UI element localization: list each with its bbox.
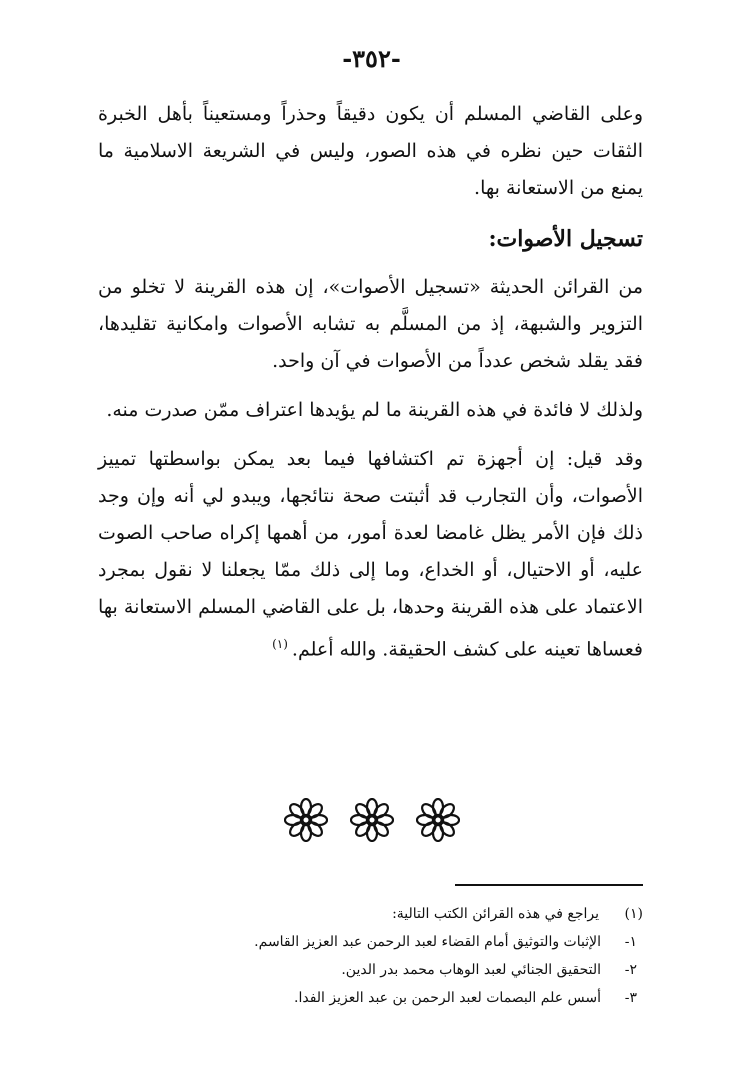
paragraph-devices-text: وقد قيل: إن أجهزة تم اكتشافها فيما بعد يمكن بواسطتها تمييز الأصوات، وأن التجارب قد أثبتت صحة نتائجها، ويبدو لي أنه وإن وجد ذلك فإن الأمر يظل غامضا لعدة أمور، من أهمها إكراه صاحب الصوت عليه، أو الاحتيال، أو الخداع، وما إلى ذلك ممّا يجعلنا لا نقول بمجرد الاعتماد على هذه القرينة وحدها، بل على القاضي المسلم الاستعانة بها فعساها تعينه على كشف الحقيقة. والله أعلم. [98, 448, 643, 661]
footnote-item [98, 928, 643, 956]
flower-ornament-icon [416, 798, 460, 842]
paragraph-gap [98, 429, 643, 441]
footnote-item-number: ٢- [624, 962, 637, 978]
footnote-reference-mark: (١) [272, 637, 288, 651]
paragraph-judge-caution: وعلى القاضي المسلم أن يكون دقيقاً وحذراً ومستعيناً بأهل الخبرة الثقات حين نظره في هذه الصور، وليس في الشريعة الاسلامية ما يمنع من الاستعانة بها. [98, 103, 643, 199]
flower-ornament-icon [284, 798, 328, 842]
paragraph-voice-recording: من القرائن الحديثة «تسجيل الأصوات»، إن هذه القرينة لا تخلو من التزوير والشبهة، إذ من المسلَّم به تشابه الأصوات وامكانية تقليدها، فقد يقلد شخص عدداً من الأصوات في آن واحد. [98, 276, 643, 372]
footnote-number: (١) [624, 906, 643, 922]
paragraph-devices [98, 441, 643, 668]
ornament-divider [0, 798, 743, 842]
footnote-intro-text: يراجع في هذه القرائن الكتب التالية: [392, 906, 599, 922]
body-text [98, 96, 643, 668]
footnote-item-text: أسس علم البصمات لعبد الرحمن بن عبد العزيز الفدا. [294, 990, 601, 1006]
page-number: -٣٥٢- [342, 44, 401, 73]
footnote-item-text: الإثبات والتوثيق أمام القضاء لعبد الرحمن عبد العزيز القاسم. [254, 934, 601, 950]
footnote-item [98, 984, 643, 1012]
flower-ornament-icon [350, 798, 394, 842]
footnote-intro [98, 900, 643, 928]
footnote-item-number: ١- [624, 934, 637, 950]
section-heading-voice-recording: تسجيل الأصوات: [488, 226, 643, 252]
paragraph-gap [98, 380, 643, 392]
paragraph-no-benefit: ولذلك لا فائدة في هذه القرينة ما لم يؤيدها اعتراف ممّن صدرت منه. [106, 399, 643, 421]
footnote-item-text: التحقيق الجنائي لعبد الوهاب محمد بدر الدين. [341, 962, 601, 978]
footnote-item [98, 956, 643, 984]
footnote-separator-rule [455, 884, 643, 886]
footnotes [98, 900, 643, 1012]
footnote-item-number: ٣- [624, 990, 637, 1006]
